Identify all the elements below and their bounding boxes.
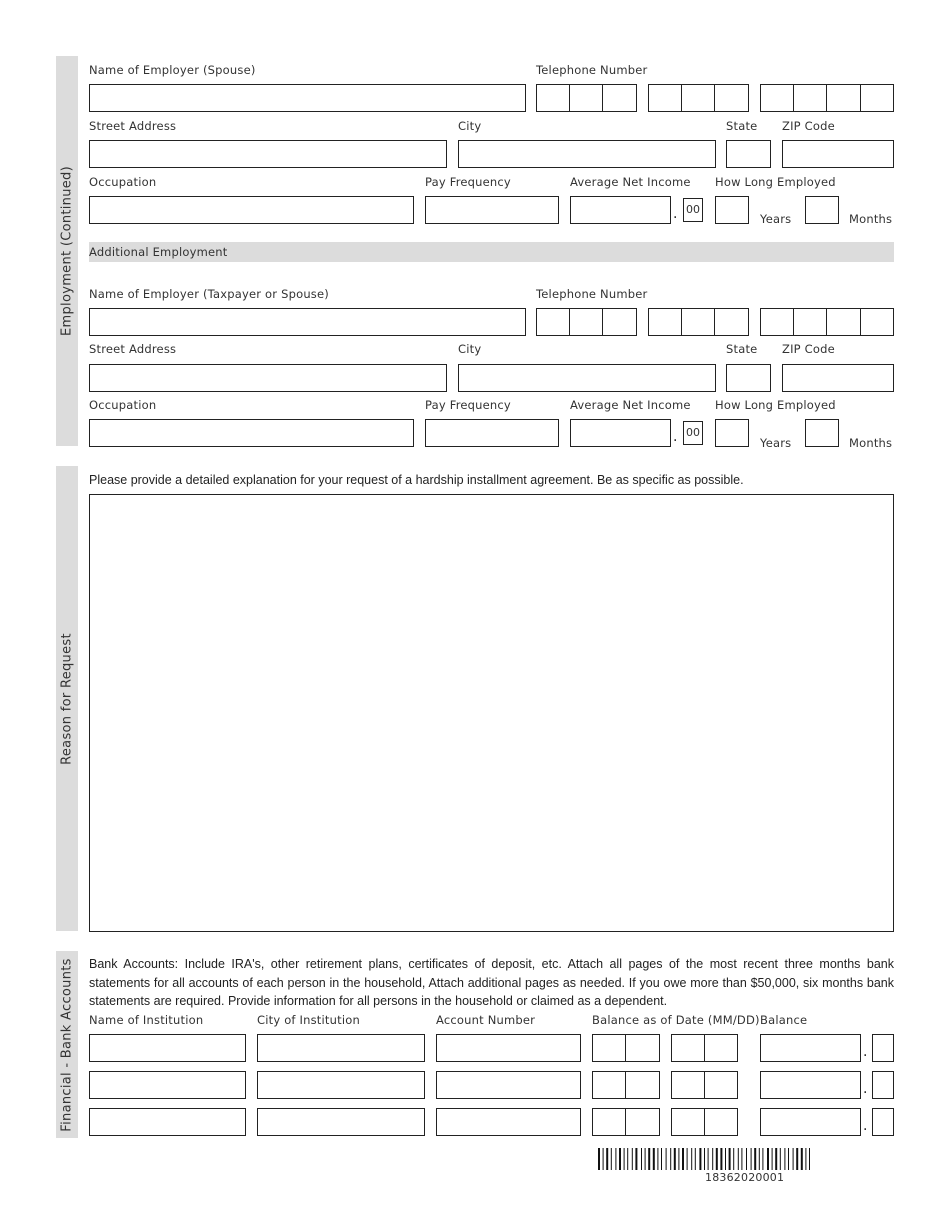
bank-row-1-city[interactable]	[257, 1034, 425, 1062]
barcode-bar	[704, 1148, 705, 1170]
col-balance-label: Balance	[760, 1013, 808, 1027]
spouse-months-field[interactable]	[805, 196, 839, 224]
spouse-street-field[interactable]	[89, 140, 447, 168]
barcode-bar	[674, 1148, 676, 1170]
additional-phone-digit-5[interactable]	[681, 308, 715, 336]
bank-row-3-day-digit-1[interactable]	[671, 1108, 705, 1136]
barcode-bar	[635, 1148, 637, 1170]
barcode-bar	[691, 1148, 692, 1170]
barcode-bar	[772, 1148, 773, 1170]
barcode-bar	[788, 1148, 789, 1170]
bank-row-3-month-digit-1[interactable]	[592, 1108, 626, 1136]
bank-row-2-account[interactable]	[436, 1071, 581, 1099]
bank-row-3-institution[interactable]	[89, 1108, 246, 1136]
barcode-bar	[784, 1148, 785, 1170]
barcode-bar	[759, 1148, 760, 1170]
additional-employer-label: Name of Employer (Taxpayer or Spouse)	[89, 287, 329, 301]
barcode-bar	[767, 1148, 769, 1170]
spouse-employer-field[interactable]	[89, 84, 526, 112]
bank-row-3-account[interactable]	[436, 1108, 581, 1136]
barcode-bar	[733, 1148, 734, 1170]
bank-row-3-day-digit-2[interactable]	[704, 1108, 738, 1136]
spouse-avg-income-label: Average Net Income	[570, 175, 691, 189]
additional-phone-digit-9[interactable]	[826, 308, 861, 336]
bank-row-1-account[interactable]	[436, 1034, 581, 1062]
barcode-bar	[751, 1148, 752, 1170]
barcode-bar	[754, 1148, 756, 1170]
additional-employer-field[interactable]	[89, 308, 526, 336]
barcode-bar	[699, 1148, 701, 1170]
barcode-bar	[796, 1148, 798, 1170]
decimal-point: .	[863, 1118, 868, 1134]
spouse-employer-label: Name of Employer (Spouse)	[89, 63, 256, 77]
barcode-bar	[648, 1148, 650, 1170]
barcode-bar	[793, 1148, 794, 1170]
barcode-bar	[729, 1148, 731, 1170]
additional-phone-digit-4[interactable]	[648, 308, 682, 336]
additional-years-field[interactable]	[715, 419, 749, 447]
barcode-bar	[619, 1148, 621, 1170]
barcode-bar	[801, 1148, 803, 1170]
bank-row-2-day-digit-1[interactable]	[671, 1071, 705, 1099]
barcode-bar	[598, 1148, 600, 1170]
barcode-bar	[682, 1148, 684, 1170]
spouse-city-field[interactable]	[458, 140, 716, 168]
bank-row-1-balance-cents[interactable]	[872, 1034, 894, 1062]
additional-occupation-field[interactable]	[89, 419, 414, 447]
spouse-pay-frequency-label: Pay Frequency	[425, 175, 511, 189]
barcode-bar	[780, 1148, 781, 1170]
barcode-bar	[809, 1148, 810, 1170]
barcode-bar	[627, 1148, 628, 1170]
barcode-image	[598, 1148, 888, 1172]
col-balance-date-label: Balance as of Date (MM/DD)	[592, 1013, 760, 1027]
barcode-bar	[695, 1148, 696, 1170]
additional-phone-digit-3[interactable]	[602, 308, 637, 336]
barcode-bar	[712, 1148, 713, 1170]
barcode-bar	[632, 1148, 633, 1170]
bank-row-3-month-digit-2[interactable]	[625, 1108, 660, 1136]
barcode-bar	[741, 1148, 742, 1170]
spouse-how-long-label: How Long Employed	[715, 175, 836, 189]
bank-row-1-day-digit-1[interactable]	[671, 1034, 705, 1062]
barcode-bar	[661, 1148, 662, 1170]
bank-row-1-balance[interactable]	[760, 1034, 861, 1062]
col-account-label: Account Number	[436, 1013, 536, 1027]
spouse-phone-digit-1[interactable]	[536, 84, 570, 112]
decimal-point: .	[863, 1081, 868, 1097]
additional-how-long-label: How Long Employed	[715, 398, 836, 412]
spouse-avg-income-field[interactable]	[570, 196, 671, 224]
additional-street-field[interactable]	[89, 364, 447, 392]
spouse-phone-digit-6[interactable]	[714, 84, 749, 112]
barcode-bar	[606, 1148, 608, 1170]
additional-zip-field[interactable]	[782, 364, 894, 392]
spouse-occupation-label: Occupation	[89, 175, 157, 189]
spouse-months-label: Months	[849, 212, 893, 226]
additional-city-label: City	[458, 342, 482, 356]
bank-instruction: Bank Accounts: Include IRA's, other retirement plans, certificates of deposit, etc. Attach all pages of the most recent three months bank statements for all accounts of each person in the household, Attach additional pages as needed. If you owe more than $50,000, six months bank statements are required. Provide information for all persons in the household or claimed as a dependent.	[89, 957, 894, 1008]
bank-row-1-day-digit-2[interactable]	[704, 1034, 738, 1062]
employment-sidebar-label: Employment (Continued)	[59, 166, 75, 336]
barcode-bar	[708, 1148, 709, 1170]
barcode-bar	[645, 1148, 646, 1170]
bank-row-3-balance[interactable]	[760, 1108, 861, 1136]
barcode-bar	[725, 1148, 726, 1170]
bank-row-3-city[interactable]	[257, 1108, 425, 1136]
reason-sidebar-label: Reason for Request	[59, 632, 75, 765]
decimal-point: .	[863, 1044, 868, 1060]
additional-phone-digit-10[interactable]	[860, 308, 894, 336]
additional-years-label: Years	[760, 436, 792, 450]
spouse-state-label: State	[726, 119, 758, 133]
additional-street-label: Street Address	[89, 342, 177, 356]
spouse-income-cents: 00	[683, 198, 703, 222]
spouse-zip-label: ZIP Code	[782, 119, 835, 133]
additional-occupation-label: Occupation	[89, 398, 157, 412]
bank-sidebar	[56, 951, 78, 1138]
barcode-number: 18362020001	[705, 1171, 785, 1184]
reason-sidebar	[56, 466, 78, 931]
spouse-years-label: Years	[760, 212, 792, 226]
barcode-bar	[670, 1148, 671, 1170]
spouse-phone-digit-7[interactable]	[760, 84, 794, 112]
col-city-label: City of Institution	[257, 1013, 360, 1027]
reason-instruction: Please provide a detailed explanation for your request of a hardship installment agreement. Be as specific as possible.	[89, 473, 744, 487]
additional-phone-digit-8[interactable]	[793, 308, 827, 336]
spouse-state-field[interactable]	[726, 140, 771, 168]
barcode-bar	[775, 1148, 777, 1170]
spouse-phone-digit-3[interactable]	[602, 84, 637, 112]
additional-phone-digit-1[interactable]	[536, 308, 570, 336]
spouse-telephone-label: Telephone Number	[536, 63, 648, 77]
spouse-zip-field[interactable]	[782, 140, 894, 168]
bank-row-3-balance-cents[interactable]	[872, 1108, 894, 1136]
barcode-bar	[657, 1148, 658, 1170]
barcode-bar	[762, 1148, 763, 1170]
additional-zip-label: ZIP Code	[782, 342, 835, 356]
bank-row-1-institution[interactable]	[89, 1034, 246, 1062]
bank-row-2-balance[interactable]	[760, 1071, 861, 1099]
spouse-phone-digit-10[interactable]	[860, 84, 894, 112]
bank-row-2-day-digit-2[interactable]	[704, 1071, 738, 1099]
bank-sidebar-label: Financial - Bank Accounts	[59, 957, 75, 1132]
spouse-occupation-field[interactable]	[89, 196, 414, 224]
bank-row-2-month-digit-2[interactable]	[625, 1071, 660, 1099]
additional-phone-digit-7[interactable]	[760, 308, 794, 336]
spouse-phone-digit-4[interactable]	[648, 84, 682, 112]
spouse-phone-digit-9[interactable]	[826, 84, 861, 112]
bank-row-2-balance-cents[interactable]	[872, 1071, 894, 1099]
spouse-street-label: Street Address	[89, 119, 177, 133]
bank-row-2-month-digit-1[interactable]	[592, 1071, 626, 1099]
additional-state-label: State	[726, 342, 758, 356]
spouse-phone-digit-2[interactable]	[569, 84, 603, 112]
bank-row-1-month-digit-2[interactable]	[625, 1034, 660, 1062]
additional-telephone-label: Telephone Number	[536, 287, 648, 301]
additional-state-field[interactable]	[726, 364, 771, 392]
bank-row-2-city[interactable]	[257, 1071, 425, 1099]
col-institution-label: Name of Institution	[89, 1013, 204, 1027]
additional-employment-title: Additional Employment	[89, 245, 228, 259]
additional-avg-income-label: Average Net Income	[570, 398, 691, 412]
decimal-point: .	[673, 429, 678, 445]
spouse-city-label: City	[458, 119, 482, 133]
barcode-bar	[720, 1148, 722, 1170]
additional-months-label: Months	[849, 436, 893, 450]
barcode-bar	[615, 1148, 616, 1170]
additional-phone-digit-6[interactable]	[714, 308, 749, 336]
barcode-bar	[611, 1148, 612, 1170]
barcode-bar	[653, 1148, 655, 1170]
barcode-bar	[641, 1148, 642, 1170]
barcode-bar	[666, 1148, 667, 1170]
spouse-phone-digit-5[interactable]	[681, 84, 715, 112]
spouse-years-field[interactable]	[715, 196, 749, 224]
barcode-bar	[716, 1148, 718, 1170]
barcode-bar	[624, 1148, 625, 1170]
additional-phone-digit-2[interactable]	[569, 308, 603, 336]
bank-row-2-institution[interactable]	[89, 1071, 246, 1099]
spouse-phone-digit-8[interactable]	[793, 84, 827, 112]
barcode-bar	[678, 1148, 679, 1170]
reason-explanation-textarea[interactable]	[89, 494, 894, 932]
employment-sidebar	[56, 56, 78, 446]
bank-row-1-month-digit-1[interactable]	[592, 1034, 626, 1062]
barcode-bar	[805, 1148, 806, 1170]
barcode-bar	[746, 1148, 747, 1170]
additional-city-field[interactable]	[458, 364, 716, 392]
additional-employment-header	[89, 242, 894, 262]
barcode-bar	[687, 1148, 688, 1170]
spouse-pay-frequency-field[interactable]	[425, 196, 559, 224]
additional-pay-frequency-field[interactable]	[425, 419, 559, 447]
additional-income-cents: 00	[683, 421, 703, 445]
additional-pay-frequency-label: Pay Frequency	[425, 398, 511, 412]
barcode-bar	[603, 1148, 604, 1170]
barcode-bar	[738, 1148, 739, 1170]
additional-avg-income-field[interactable]	[570, 419, 671, 447]
additional-months-field[interactable]	[805, 419, 839, 447]
decimal-point: .	[673, 206, 678, 222]
